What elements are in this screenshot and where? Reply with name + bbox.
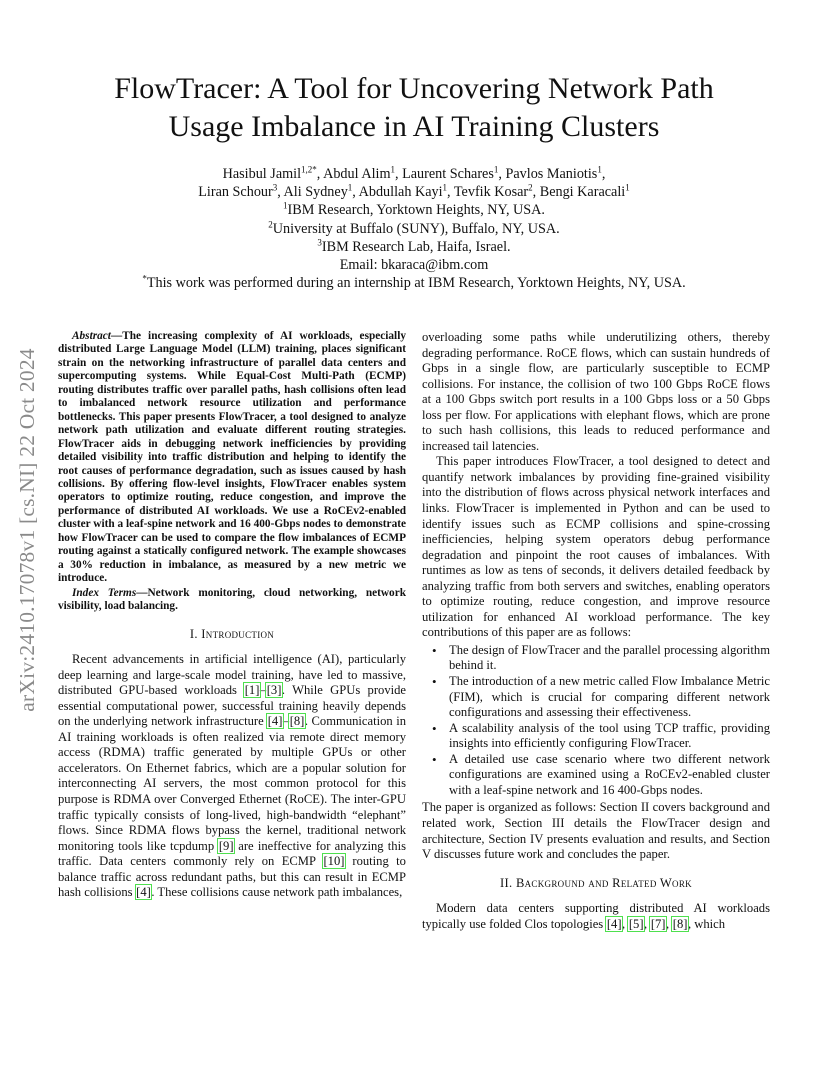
author-name: , Abdul Alim xyxy=(316,166,391,182)
affiliation-mark: 2 xyxy=(268,218,273,229)
citation-link[interactable]: [1] xyxy=(244,683,260,698)
section-heading-background xyxy=(422,876,770,892)
text-run: – xyxy=(282,714,290,729)
text-run: are ineffective for analyzing this traffic. Data centers commonly rely on ECMP xyxy=(58,838,406,869)
intro-paragraph-continued: overloading some paths while underutilizing others, thereby degrading performance. RoCE flows, which can sustain hundreds of Gbps in a single flow, are particularly susceptible to ECMP collisions. For instance, the collision of two 100 Gbps RoCE flows at a 100 Gbps switch port results in a 100 Gbps loss or a 50 Gbps loss per flow. For applications with elephant flows, which are prone to such hash collisions, this leads to reduced performance and increased tail latencies. xyxy=(422,330,770,453)
author-name: , Abdullah Kayi xyxy=(352,184,443,201)
index-terms-text: —Network monitoring, cloud networking, network visibility, load balancing. xyxy=(58,586,406,613)
affiliation-mark: 1 xyxy=(493,164,499,175)
author-name: , Pavlos Maniotis xyxy=(498,166,598,182)
separator: , xyxy=(601,166,606,182)
section-heading-introduction xyxy=(58,627,406,643)
affiliation-mark: 3 xyxy=(272,182,278,193)
author-name: , Ali Sydney xyxy=(277,184,348,201)
note-mark: * xyxy=(142,273,147,284)
intro-paragraph xyxy=(58,652,406,901)
affiliation-mark: 1 xyxy=(625,182,630,193)
citation-link[interactable]: [8] xyxy=(289,714,305,729)
abstract xyxy=(58,330,406,586)
list-item: • The introduction of a new metric called Flow Imbalance Metric (FIM), which is crucial for comparing different network configurations and assessing their effectiveness. xyxy=(449,674,770,721)
citation-link[interactable]: [5] xyxy=(628,916,644,931)
text-run: , xyxy=(666,916,673,931)
author-name: , Bengi Karacali xyxy=(532,184,626,201)
right-column xyxy=(422,330,770,932)
author-block xyxy=(90,165,738,292)
title-line-1: FlowTracer: A Tool for Uncovering Network Path xyxy=(114,72,714,105)
index-terms-label: Index Terms xyxy=(72,586,137,599)
text-run: Recent advancements in artificial intelligence (AI), particularly deep learning and large-scale model training, have led to massive, distributed GPU-based workloads xyxy=(58,652,406,698)
citation-link[interactable]: [3] xyxy=(266,683,282,698)
text-run: . While GPUs provide essential computational power, successful training heavily depends on the underlying network infrastructure xyxy=(58,683,406,729)
affiliation-mark: 1 xyxy=(442,182,448,193)
citation-link[interactable]: [4] xyxy=(606,916,622,931)
note-text: This work was performed during an internship at IBM Research, Yorktown Heights, NY, USA. xyxy=(146,275,686,292)
section-number: I. xyxy=(189,626,202,641)
affiliation-mark: 1 xyxy=(347,182,353,193)
affiliation-3 xyxy=(90,238,738,256)
text-run: , which xyxy=(687,916,726,931)
text-run: Modern data centers supporting distributed AI workloads typically use folded Clos topologies xyxy=(422,901,770,931)
citation-link[interactable]: [8] xyxy=(672,916,688,931)
citation-link[interactable]: [9] xyxy=(218,838,234,853)
author-line-1 xyxy=(90,165,738,183)
list-item: • The design of FlowTracer and the parallel processing algorithm behind it. xyxy=(449,643,770,674)
email: Email: bkaraca@ibm.com xyxy=(339,257,489,274)
flowtracer-intro-paragraph: This paper introduces FlowTracer, a tool designed to detect and quantify network imbalances by providing fine-grained visibility into the distribution of flows across physical network interfaces and links. FlowTracer is implemented in Python and can be used to identify issues such as ECMP collisions and spine-crossing inefficiencies, helping system operators debug performance degradation and pinpoint the root causes of imbalances. With runtimes as low as tens of seconds, it delivers detailed feedback by analyzing traffic from both servers and switches, enabling operators to optimize routing, reduce congestion, and improve resource utilization for enhanced AI workload performance. The key contributions of this paper are as follows: xyxy=(422,454,770,640)
affiliation-2 xyxy=(90,220,738,238)
author-name: Liran Schour xyxy=(198,184,273,201)
text-run: , xyxy=(644,916,651,931)
abstract-text: —The increasing complexity of AI workloads, especially distributed Large Language Model (LLM) training, places significant strain on the networking infrastructure of parallel data centers and supercomputing systems. While Equal-Cost Multi-Path (ECMP) routing distributes traffic over parallel paths, hash collisions often lead to imbalanced network resource utilization and performance bottlenecks. This paper presents FlowTracer, a tool designed to analyze network path utilization and evaluate different routing strategies. FlowTracer aids in debugging network inefficiencies by providing detailed visibility into traffic distribution and helping to identify the root causes of performance degradation, such as issues caused by hash collisions. By offering flow-level insights, FlowTracer enables system operators to optimize routing, reduce congestion, and improve the performance of distributed AI workloads. We use a RoCEv2-enabled cluster with a leaf-spine network and 16 400-Gbps nodes to demonstrate how FlowTracer can be used to compare the flow imbalances of ECMP routing against a statically configured network. The example showcases a 30% reduction in imbalance, as measured by a new metric we introduce. xyxy=(58,330,406,585)
affiliation-mark: 1 xyxy=(597,164,602,175)
affiliation-mark: 3 xyxy=(317,237,322,248)
affiliation-mark: 1 xyxy=(283,200,288,211)
citation-link[interactable]: [7] xyxy=(650,916,666,931)
text-run: routing to balance traffic across redundant paths, but this can result in ECMP hash collisions xyxy=(58,854,406,900)
index-terms xyxy=(58,587,406,614)
affiliation-mark: 1,2* xyxy=(301,164,317,175)
section-number: II. xyxy=(500,875,516,890)
affiliation-text: IBM Research, Yorktown Heights, NY, USA. xyxy=(287,202,545,219)
author-name: Hasibul Jamil xyxy=(222,166,302,182)
internship-note xyxy=(90,274,738,292)
left-column xyxy=(58,330,406,901)
text-run: . Communication in AI training workloads is often realized via remote direct memory access (RDMA) traffic generated by multiple GPUs or other accelerators. On Ethernet fabrics, which are a popular solution for interconnecting AI servers, the most common protocol for this purpose is RDMA over Converged Ethernet (RoCE). The inter-GPU traffic typically consists of long-lived, high-bandwidth “elephant” flows. Since RDMA flows bypass the kernel, traditional network monitoring tools like tcpdump xyxy=(58,714,406,853)
organization-paragraph: The paper is organized as follows: Section II covers background and related work, Section III details the FlowTracer design and architecture, Section IV presents evaluation and results, and Section V discusses future work and concludes the paper. xyxy=(422,800,770,862)
text-run: . These collisions cause network path imbalances, xyxy=(151,885,403,900)
affiliation-1 xyxy=(90,201,738,219)
author-name: , Tevfik Kosar xyxy=(447,184,529,201)
affiliation-text: University at Buffalo (SUNY), Buffalo, NY, USA. xyxy=(272,220,560,237)
affiliation-text: IBM Research Lab, Haifa, Israel. xyxy=(321,238,511,255)
affiliation-mark: 2 xyxy=(528,182,533,193)
section-title: Background and Related Work xyxy=(515,875,692,890)
section-title: Introduction xyxy=(201,626,275,641)
list-item: • A detailed use case scenario where two different network configurations are examined using a RoCEv2-enabled cluster with a leaf-spine network and 16 400-Gbps nodes. xyxy=(449,752,770,799)
citation-link[interactable]: [4] xyxy=(267,714,283,729)
author-name: , Laurent Schares xyxy=(395,166,494,182)
abstract-label: Abstract xyxy=(72,330,111,342)
background-paragraph xyxy=(422,901,770,932)
paper-title xyxy=(60,70,768,146)
citation-link[interactable]: [4] xyxy=(136,885,151,900)
arxiv-identifier: arXiv:2410.17078v1 [cs.NI] 22 Oct 2024 xyxy=(15,348,39,712)
text-run: , xyxy=(622,916,629,931)
author-line-2 xyxy=(90,183,738,201)
title-line-2: Usage Imbalance in AI Training Clusters xyxy=(168,110,660,143)
list-item: • A scalability analysis of the tool using TCP traffic, providing insights into efficiently configuring FlowTracer. xyxy=(449,721,770,752)
affiliation-mark: 1 xyxy=(390,164,395,175)
contributions-list xyxy=(422,643,770,798)
text-run: – xyxy=(259,683,267,698)
citation-link[interactable]: [10] xyxy=(323,854,345,869)
